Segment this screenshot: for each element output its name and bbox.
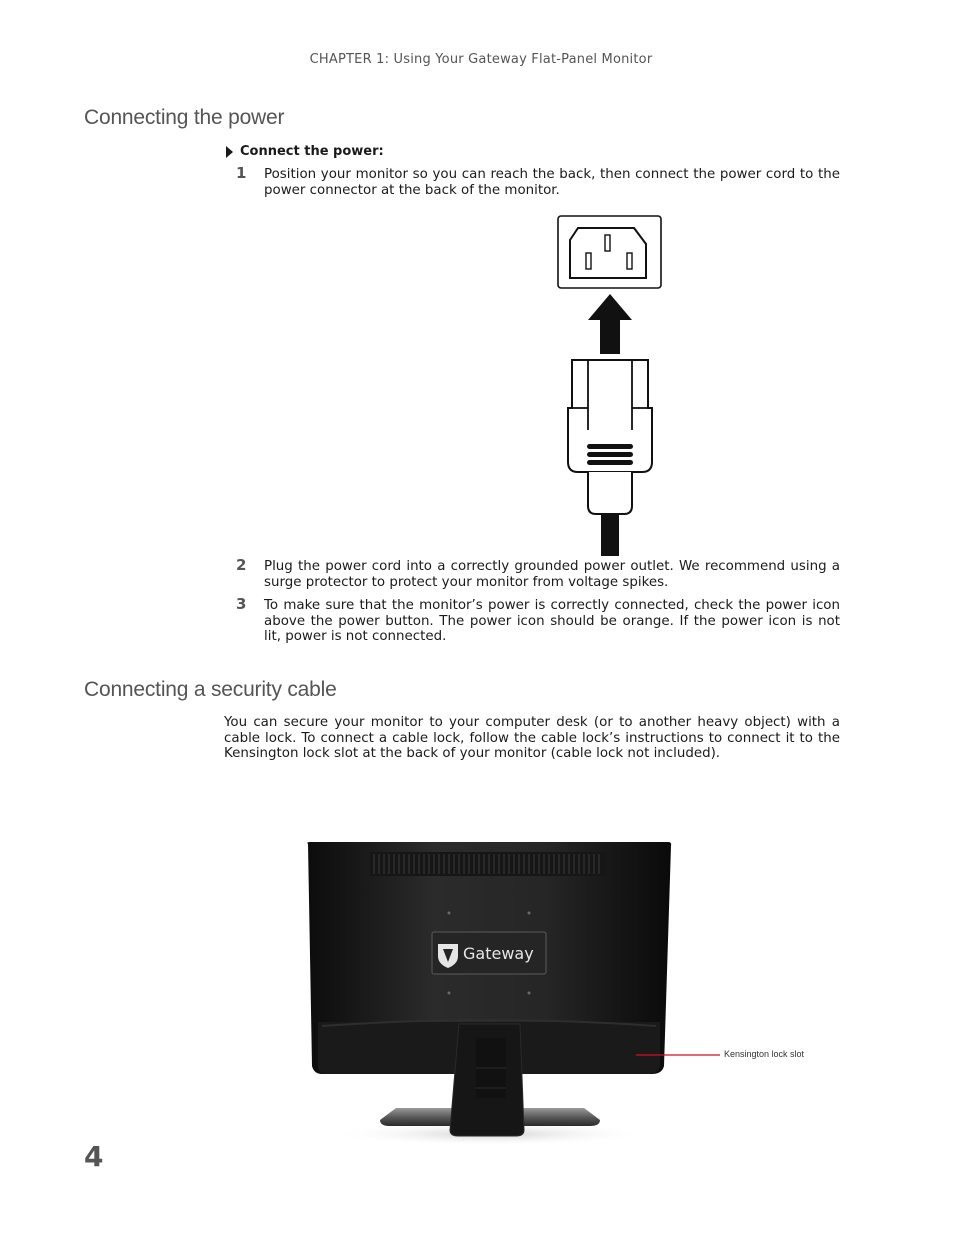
section-title-power: Connecting the power <box>84 106 285 129</box>
power-connector-illustration <box>556 214 664 556</box>
socket-pin-right <box>627 253 632 269</box>
page-number: 4 <box>84 1140 104 1173</box>
monitor-back-illustration <box>300 838 680 1148</box>
procedure-title-text: Connect the power: <box>240 144 384 159</box>
section-title-security: Connecting a security cable <box>84 678 337 701</box>
kensington-callout-line <box>636 1053 722 1057</box>
step-number-3: 3 <box>236 595 247 613</box>
bullet-triangle-icon <box>226 146 233 158</box>
security-body-text: You can secure your monitor to your computer desk (or to another heavy object) with a cable lock. To connect a cable lock, follow the cable lock’s instructions to connect it to the Kensington lock slot at the back of your monitor (cable lock not included). <box>224 715 840 762</box>
step-number-1: 1 <box>236 164 247 182</box>
chapter-header: CHAPTER 1: Using Your Gateway Flat-Panel Monitor <box>309 52 653 67</box>
step-text-3: To make sure that the monitor’s power is correctly connected, check the power icon above the power button. The power icon should be orange. If the power icon is not lit, power is not connected. <box>264 598 840 645</box>
insert-arrow-icon <box>588 294 632 354</box>
socket-pin-top <box>605 235 610 251</box>
power-cord <box>601 514 619 556</box>
step-text-2: Plug the power cord into a correctly grounded power outlet. We recommend using a surge protector to protect your monitor from voltage spikes. <box>264 559 840 590</box>
kensington-lock-label: Kensington lock slot <box>724 1049 805 1059</box>
vent-grille <box>370 852 606 876</box>
step-number-2: 2 <box>236 556 247 574</box>
gateway-logo-text: Gateway <box>463 944 534 963</box>
procedure-title <box>224 144 384 159</box>
plug-strain-relief <box>588 472 632 514</box>
socket-pin-left <box>586 253 591 269</box>
step-text-1: Position your monitor so you can reach the back, then connect the power cord to the power connector at the back of the monitor. <box>264 167 840 198</box>
